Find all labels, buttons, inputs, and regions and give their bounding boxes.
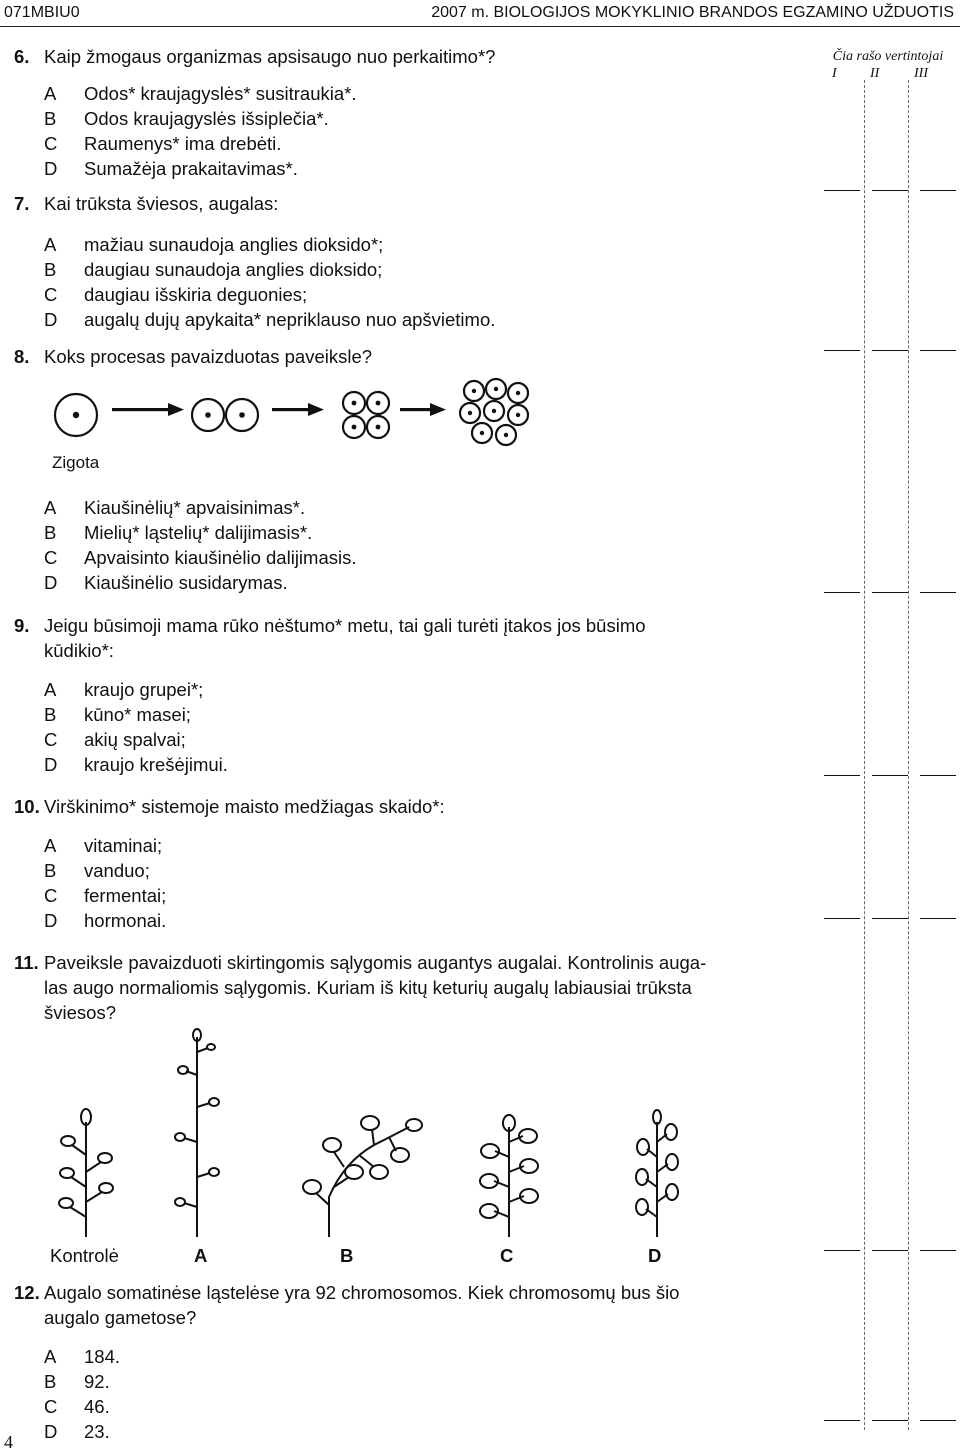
score-blank[interactable]	[872, 190, 908, 191]
option-text: 23.	[84, 1421, 110, 1442]
exam-title: 2007 m. BIOLOGIJOS MOKYKLINIO BRANDOS EGZAMINO UŽDUOTIS	[431, 4, 954, 21]
question-12	[14, 1280, 814, 1444]
option-text: mažiau sunaudoja anglies dioksido*;	[84, 234, 384, 255]
page-header	[0, 0, 960, 27]
page-number: 4	[4, 1432, 13, 1452]
option-letter: C	[44, 885, 58, 906]
score-blank[interactable]	[872, 1250, 908, 1251]
question-8	[14, 344, 814, 595]
score-blank[interactable]	[824, 592, 860, 593]
question-number: 8.	[14, 346, 30, 367]
option-letter: A	[44, 835, 57, 856]
score-blank[interactable]	[824, 350, 860, 351]
question-text: Kai trūksta šviesos, augalas:	[44, 193, 279, 214]
grader-col-i: I	[832, 66, 837, 81]
option-text: vitaminai;	[84, 835, 163, 856]
option-letter: D	[44, 572, 58, 593]
option-text: Raumenys* ima drebėti.	[84, 133, 282, 154]
option-letter: B	[44, 860, 57, 881]
option-text: Mielių* ląstelių* dalijimasis*.	[84, 522, 313, 543]
question-number: 11.	[14, 952, 39, 973]
exam-code: 071MBIU0	[4, 4, 80, 21]
score-blank[interactable]	[824, 1250, 860, 1251]
score-blank[interactable]	[872, 918, 908, 919]
option-letter: C	[44, 547, 58, 568]
option-text: daugiau išskiria deguonies;	[84, 284, 308, 305]
grader-title: Čia rašo vertintojai	[832, 49, 944, 64]
option-letter: B	[44, 704, 57, 725]
option-letter: A	[44, 679, 57, 700]
option-letter: A	[44, 83, 57, 104]
question-text: Augalo somatinėse ląstelėse yra 92 chromosomos. Kiek chromosomų bus šio	[44, 1282, 680, 1303]
option-letter: C	[44, 1396, 58, 1417]
option-text: Sumažėja prakaitavimas*.	[84, 158, 298, 179]
option-text: kraujo grupei*;	[84, 679, 204, 700]
score-blank[interactable]	[920, 918, 956, 919]
option-letter: B	[44, 259, 57, 280]
option-text: 46.	[84, 1396, 110, 1417]
score-blank[interactable]	[824, 1420, 860, 1421]
option-letter: D	[44, 754, 58, 775]
option-letter: A	[44, 1346, 57, 1367]
option-text: Odos* kraujagyslės* susitraukia*.	[84, 83, 357, 104]
option-text: daugiau sunaudoja anglies dioksido;	[84, 259, 383, 280]
option-text: hormonai.	[84, 910, 167, 931]
grader-divider	[864, 80, 865, 1430]
option-letter: D	[44, 910, 58, 931]
question-text: šviesos?	[44, 1002, 116, 1023]
plant-label-b: B	[340, 1245, 354, 1266]
score-blank[interactable]	[920, 775, 956, 776]
option-text: Apvaisinto kiaušinėlio dalijimasis.	[84, 547, 357, 568]
option-letter: B	[44, 108, 57, 129]
option-text: Kiaušinėlių* apvaisinimas*.	[84, 497, 306, 518]
score-blank[interactable]	[920, 592, 956, 593]
grader-divider	[908, 80, 909, 1430]
option-letter: A	[44, 497, 57, 518]
plant-label-d: D	[648, 1245, 662, 1266]
grader-col-iii: III	[914, 66, 928, 81]
questions-area	[14, 44, 814, 1444]
plants-figure	[14, 1027, 814, 1272]
option-text: akių spalvai;	[84, 729, 186, 750]
option-letter: C	[44, 729, 58, 750]
cell-division-diagram	[50, 375, 570, 455]
score-blank[interactable]	[920, 1420, 956, 1421]
grader-col-ii: II	[870, 66, 880, 81]
option-letter: D	[44, 1421, 58, 1442]
option-text: fermentai;	[84, 885, 167, 906]
question-text: kūdikio*:	[44, 640, 114, 661]
question-number: 7.	[14, 193, 30, 214]
plant-label-control: Kontrolė	[50, 1245, 119, 1266]
option-letter: D	[44, 309, 58, 330]
option-text: kūno* masei;	[84, 704, 191, 725]
question-number: 10.	[14, 796, 40, 817]
score-blank[interactable]	[872, 350, 908, 351]
question-6	[14, 44, 814, 181]
option-text: 92.	[84, 1371, 110, 1392]
question-7	[14, 191, 814, 332]
option-text: Kiaušinėlio susidarymas.	[84, 572, 288, 593]
question-text: Kaip žmogaus organizmas apsisaugo nuo perkaitimo*?	[44, 46, 496, 67]
option-letter: C	[44, 133, 58, 154]
cell-division-figure	[14, 371, 814, 483]
option-text: Odos kraujagyslės išsiplečia*.	[84, 108, 329, 129]
option-text: kraujo krešėjimui.	[84, 754, 228, 775]
question-text: Koks procesas pavaizduotas paveiksle?	[44, 346, 373, 367]
grader-sidebar	[818, 40, 960, 1430]
option-letter: C	[44, 284, 58, 305]
plant-label-c: C	[500, 1245, 514, 1266]
score-blank[interactable]	[872, 1420, 908, 1421]
question-11	[14, 950, 814, 1272]
score-blank[interactable]	[872, 775, 908, 776]
question-number: 9.	[14, 615, 30, 636]
question-9	[14, 613, 814, 777]
option-text: vanduo;	[84, 860, 150, 881]
question-text: Virškinimo* sistemoje maisto medžiagas skaido*:	[44, 796, 445, 817]
score-blank[interactable]	[920, 190, 956, 191]
option-letter: B	[44, 522, 57, 543]
question-number: 12.	[14, 1282, 40, 1303]
question-text: Jeigu būsimoji mama rūko nėštumo* metu, tai gali turėti įtakos jos būsimo	[44, 615, 646, 636]
option-text: 184.	[84, 1346, 121, 1367]
score-blank[interactable]	[920, 350, 956, 351]
score-blank[interactable]	[920, 1250, 956, 1251]
question-text: las augo normaliomis sąlygomis. Kuriam iš kitų keturių augalų labiausiai trūksta	[44, 977, 692, 998]
score-blank[interactable]	[872, 592, 908, 593]
option-letter: B	[44, 1371, 57, 1392]
question-text: augalo gametose?	[44, 1307, 197, 1328]
zygote-caption: Zigota	[52, 453, 100, 472]
score-blank[interactable]	[824, 775, 860, 776]
score-blank[interactable]	[824, 918, 860, 919]
option-letter: A	[44, 234, 57, 255]
option-letter: D	[44, 158, 58, 179]
question-10	[14, 794, 814, 933]
plant-label-a: A	[194, 1245, 208, 1266]
question-number: 6.	[14, 46, 30, 67]
option-text: augalų dujų apykaita* nepriklauso nuo apšvietimo.	[84, 309, 496, 330]
question-text: Paveiksle pavaizduoti skirtingomis sąlygomis augantys augalai. Kontrolinis auga-	[44, 952, 707, 973]
plants-diagram	[44, 1027, 694, 1242]
score-blank[interactable]	[824, 190, 860, 191]
